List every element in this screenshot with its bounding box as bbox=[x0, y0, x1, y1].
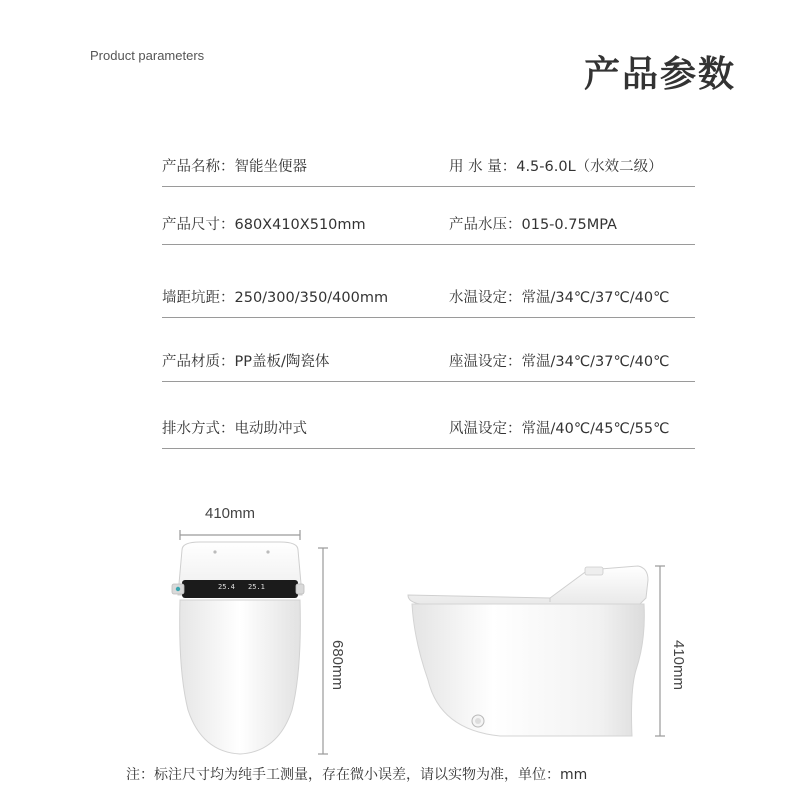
param-label: 风温设定： bbox=[449, 421, 522, 437]
page-title: 产品参数 bbox=[583, 54, 736, 95]
footnote: 注：标注尺寸均为纯手工测量，存在微小误差，请以实物为准，单位：mm bbox=[126, 767, 588, 783]
param-label: 产品尺寸： bbox=[162, 217, 235, 233]
height-label: 410mm bbox=[670, 640, 687, 691]
param-value: 常温/34℃/37℃/40℃ bbox=[521, 354, 670, 370]
param-cell bbox=[449, 286, 669, 307]
param-row bbox=[162, 245, 695, 318]
param-value: 常温/34℃/37℃/40℃ bbox=[521, 290, 670, 306]
param-label: 产品水压： bbox=[449, 217, 522, 233]
toilet-side-view bbox=[400, 540, 700, 760]
display-reading-left: 25.4 bbox=[218, 583, 235, 591]
param-value: 常温/40℃/45℃/55℃ bbox=[521, 421, 670, 437]
param-label: 座温设定： bbox=[449, 354, 522, 370]
param-label: 产品材质： bbox=[162, 354, 235, 370]
param-cell bbox=[449, 213, 617, 234]
param-label: 水温设定： bbox=[449, 290, 522, 306]
param-cell bbox=[162, 155, 307, 176]
param-label: 墙距坑距： bbox=[162, 290, 235, 306]
toilet-bowl bbox=[412, 604, 644, 736]
param-label: 排水方式： bbox=[162, 421, 235, 437]
en-title: Product parameters bbox=[90, 48, 205, 63]
toilet-lid bbox=[180, 600, 301, 754]
height-dimension-line bbox=[655, 566, 665, 736]
param-row bbox=[162, 382, 695, 449]
param-value: 680X410X510mm bbox=[234, 217, 366, 233]
param-value: 4.5-6.0L（水效二级） bbox=[516, 159, 663, 175]
param-cell bbox=[162, 417, 307, 438]
param-value: 电动助冲式 bbox=[234, 421, 307, 437]
param-value: 015-0.75MPA bbox=[521, 217, 617, 233]
width-label: 410mm bbox=[205, 505, 256, 522]
length-dimension-line bbox=[318, 548, 328, 754]
param-value: PP盖板/陶瓷体 bbox=[234, 354, 330, 370]
param-cell bbox=[449, 155, 663, 176]
param-cell bbox=[449, 417, 669, 438]
param-row bbox=[162, 123, 695, 187]
param-cell bbox=[449, 350, 669, 371]
width-dimension-line bbox=[180, 530, 300, 540]
param-value: 智能坐便器 bbox=[234, 159, 307, 175]
params-table bbox=[162, 123, 695, 449]
param-value: 250/300/350/400mm bbox=[234, 290, 389, 306]
param-cell bbox=[162, 350, 329, 371]
toilet-seat bbox=[408, 566, 648, 604]
display-panel bbox=[182, 580, 298, 598]
param-cell bbox=[162, 213, 366, 234]
param-row bbox=[162, 318, 695, 382]
length-label: 680mm bbox=[329, 640, 346, 691]
param-label: 用 水 量： bbox=[449, 159, 517, 175]
param-label: 产品名称： bbox=[162, 159, 235, 175]
param-cell bbox=[162, 286, 388, 307]
param-row bbox=[162, 187, 695, 245]
display-reading-right: 25.1 bbox=[248, 583, 265, 591]
